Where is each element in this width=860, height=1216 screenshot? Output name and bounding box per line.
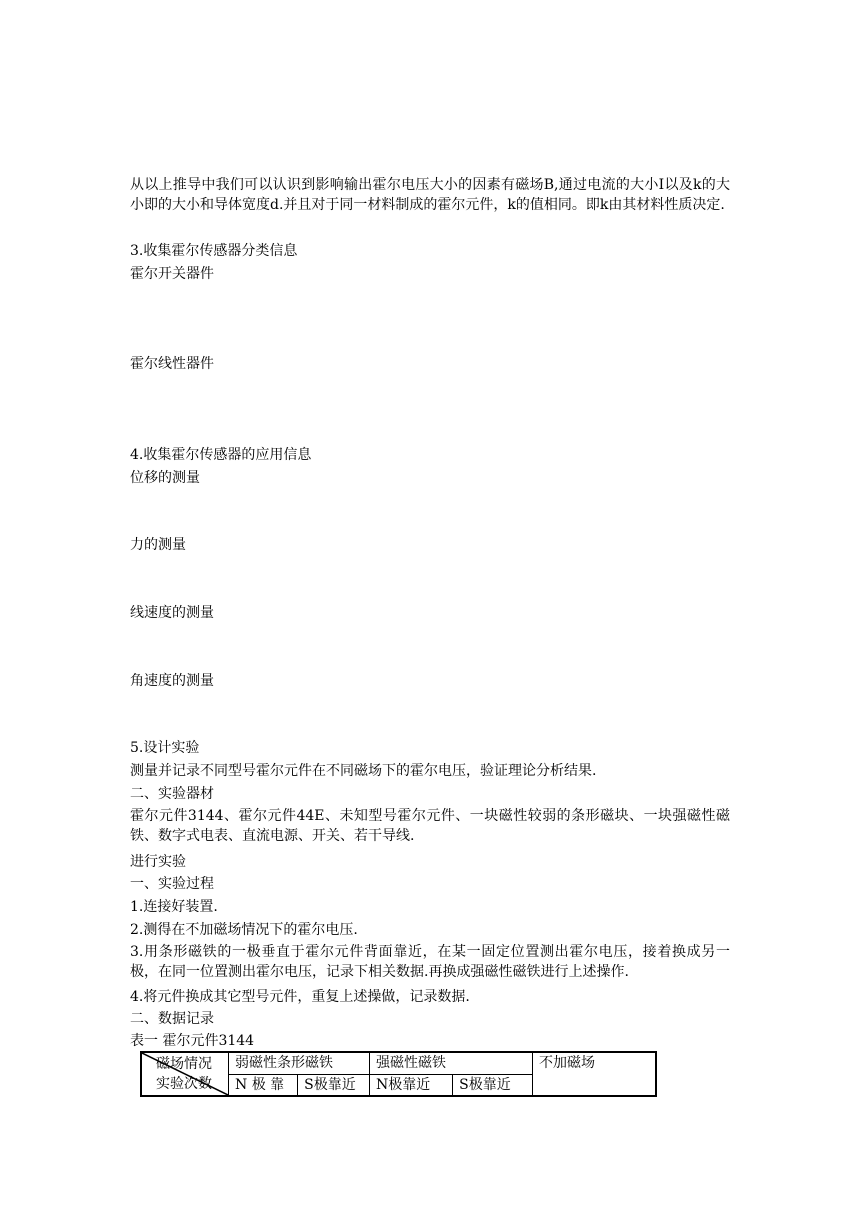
item-hall-linear: 霍尔线性器件 bbox=[130, 356, 214, 372]
heading-applications: 4.收集霍尔传感器的应用信息 bbox=[130, 447, 312, 463]
subheader-weak-n: N 极 靠 bbox=[229, 1074, 298, 1096]
item-linear-velocity: 线速度的测量 bbox=[130, 605, 214, 621]
diag-label-top: 磁场情况 bbox=[156, 1056, 212, 1072]
heading-conduct: 进行实验 bbox=[130, 854, 186, 870]
paragraph-equipment: 霍尔元件3144、霍尔元件44E、未知型号霍尔元件、一块磁性较弱的条形磁块、一块强磁性磁铁、数字式电表、直流电源、开关、若干导线. bbox=[130, 808, 730, 844]
data-table bbox=[140, 1051, 657, 1097]
header-weak-magnet: 弱磁性条形磁铁 bbox=[229, 1052, 370, 1074]
heading-process: 一、实验过程 bbox=[130, 876, 214, 892]
table-caption: 表一 霍尔元件3144 bbox=[130, 1033, 255, 1049]
table-header-row bbox=[141, 1052, 656, 1074]
step-3: 3.用条形磁铁的一极垂直于霍尔元件背面靠近，在某一固定位置测出霍尔电压，接着换成另一极，在同一位置测出霍尔电压，记录下相关数据.再换成强磁性磁铁进行上述操作. bbox=[130, 944, 730, 980]
heading-design-experiment: 5.设计实验 bbox=[130, 740, 200, 756]
item-angular-velocity: 角速度的测量 bbox=[130, 673, 214, 689]
step-4: 4.将元件换成其它型号元件，重复上述操做，记录数据. bbox=[130, 989, 470, 1005]
diag-label-bottom: 实验次数 bbox=[156, 1076, 212, 1092]
diagonal-header-cell bbox=[141, 1052, 229, 1096]
heading-equipment: 二、实验器材 bbox=[130, 786, 214, 802]
subheader-weak-s: S极靠近 bbox=[298, 1074, 370, 1096]
diagonal-line bbox=[142, 1053, 228, 1095]
subheader-strong-s: S极靠近 bbox=[453, 1074, 533, 1096]
paragraph-purpose: 测量并记录不同型号霍尔元件在不同磁场下的霍尔电压，验证理论分析结果. bbox=[130, 763, 597, 779]
heading-data-record: 二、数据记录 bbox=[130, 1011, 214, 1027]
paragraph-derivation: 从以上推导中我们可以认识到影响输出霍尔电压大小的因素有磁场B,通过电流的大小I以及k的大小即的大小和导体宽度d.并且对于同一材料制成的霍尔元件，k的值相同。即k由其材料性质决定. bbox=[130, 177, 730, 213]
subheader-strong-n: N极靠近 bbox=[370, 1074, 453, 1096]
heading-classification: 3.收集霍尔传感器分类信息 bbox=[130, 243, 298, 259]
header-strong-magnet: 强磁性磁铁 bbox=[370, 1052, 533, 1074]
item-hall-switch: 霍尔开关器件 bbox=[130, 266, 214, 282]
item-force: 力的测量 bbox=[130, 537, 186, 553]
step-1: 1.连接好装置. bbox=[130, 899, 218, 915]
header-no-field: 不加磁场 bbox=[533, 1052, 657, 1096]
item-displacement: 位移的测量 bbox=[130, 470, 200, 486]
step-2: 2.测得在不加磁场情况下的霍尔电压. bbox=[130, 922, 358, 938]
